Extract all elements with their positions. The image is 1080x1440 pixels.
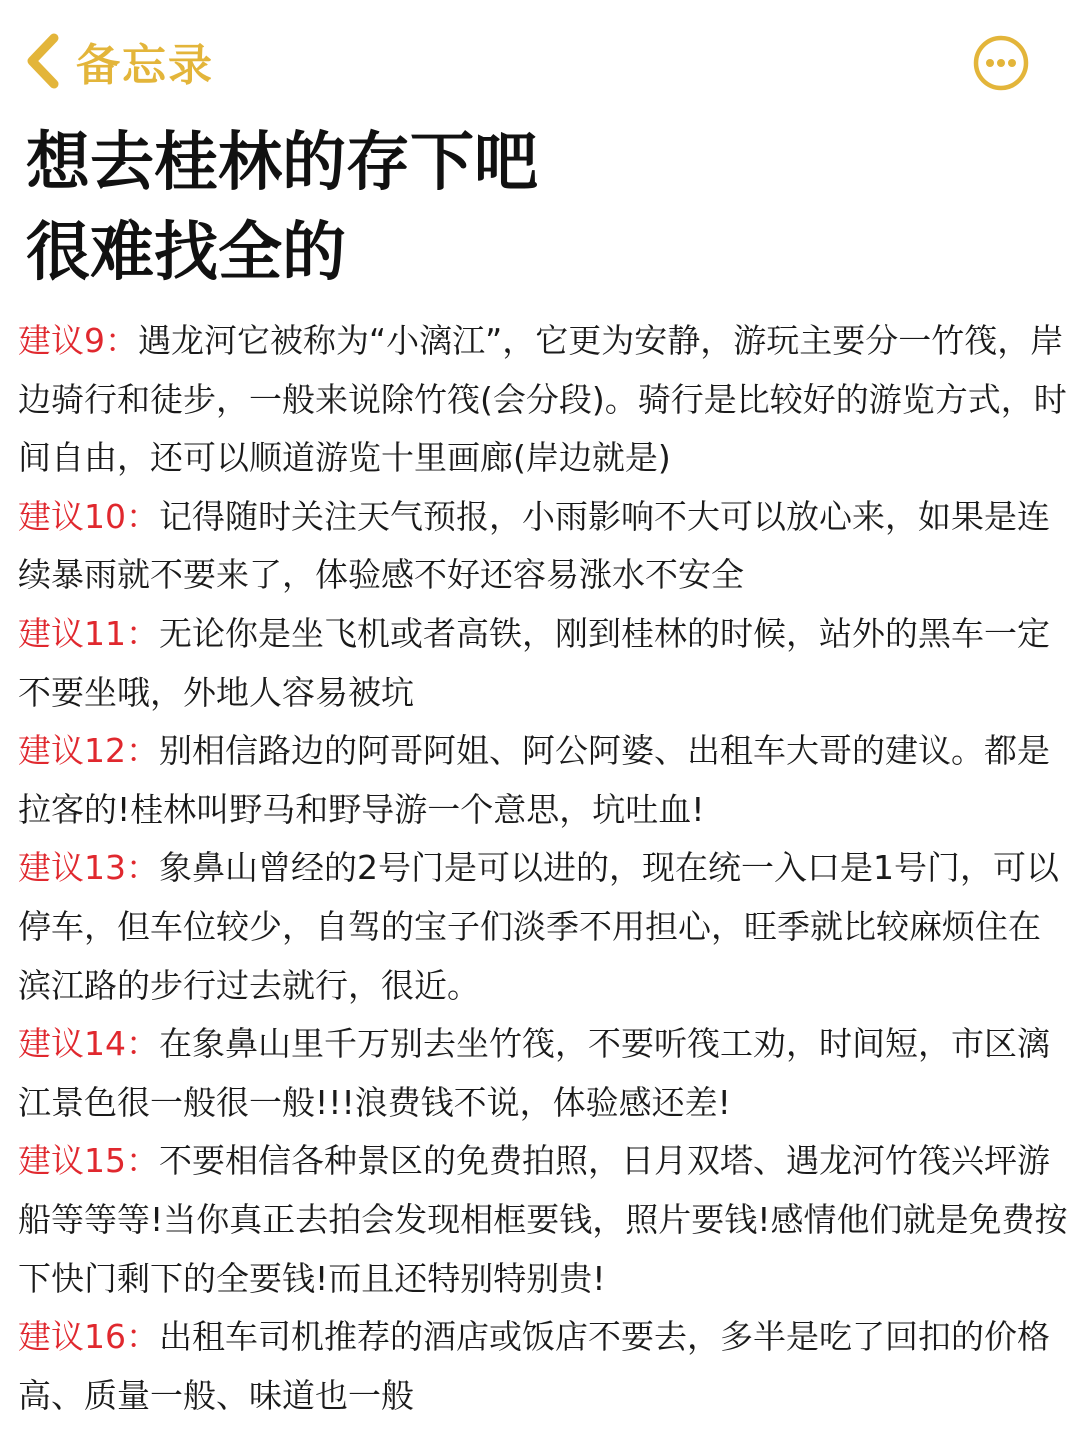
note-title-line-1: 想去桂林的存下吧 xyxy=(26,126,538,200)
note-title xyxy=(26,118,1056,298)
back-button[interactable] xyxy=(22,28,214,94)
tip-9 xyxy=(18,312,1070,488)
tip-text: 不要相信各种景区的免费拍照，日月双塔、遇龙河竹筏兴坪游船等等等!当你真正去拍会发现相框要钱，照片要钱!感情他们就是免费按下快门剩下的全要钱!而且还特别特别贵! xyxy=(18,1141,1068,1298)
tip-text: 象鼻山曾经的2号门是可以进的，现在统一入口是1号门，可以停车，但车位较少，自驾的宝子们淡季不用担心，旺季就比较麻烦住在滨江路的步行过去就行，很近。 xyxy=(18,848,1059,1005)
tip-16 xyxy=(18,1308,1070,1425)
tip-13 xyxy=(18,839,1070,1015)
more-button[interactable] xyxy=(972,34,1030,92)
tip-label: 建议14： xyxy=(18,1024,159,1064)
tip-label: 建议9： xyxy=(18,321,138,360)
more-dots-icon xyxy=(972,34,1030,92)
tip-label: 建议12： xyxy=(18,731,159,771)
tip-label: 建议10： xyxy=(18,496,159,536)
tip-label: 建议15： xyxy=(18,1141,159,1181)
tip-text: 无论你是坐飞机或者高铁，刚到桂林的时候，站外的黑车一定不要坐哦，外地人容易被坑 xyxy=(18,613,1050,712)
tip-text: 别相信路边的阿哥阿姐、阿公阿婆、出租车大哥的建议。都是拉客的!桂林叫野马和野导游一个意思，坑吐血! xyxy=(18,731,1050,829)
tip-text: 出租车司机推荐的酒店或饭店不要去，多半是吃了回扣的价格高、质量一般、味道也一般 xyxy=(18,1317,1050,1415)
top-bar xyxy=(0,0,1080,120)
tip-12 xyxy=(18,722,1070,839)
tip-14 xyxy=(18,1015,1070,1132)
note-title-line-2: 很难找全的 xyxy=(26,216,346,290)
tip-10 xyxy=(18,488,1070,605)
tip-label: 建议13： xyxy=(18,848,159,888)
tips-list xyxy=(18,312,1070,1425)
tip-label: 建议11： xyxy=(18,613,159,653)
tip-11 xyxy=(18,605,1070,722)
tip-text: 遇龙河它被称为“小漓江”，它更为安静，游玩主要分一竹筏，岸边骑行和徒步，一般来说除竹筏(会分段)。骑行是比较好的游览方式，时间自由，还可以顺道游览十里画廊(岸边就是) xyxy=(18,321,1067,478)
tip-text: 在象鼻山里千万别去坐竹筏，不要听筏工劝，时间短，市区漓江景色很一般很一般!!!浪费钱不说，体验感还差! xyxy=(18,1024,1050,1122)
tip-15 xyxy=(18,1132,1070,1308)
chevron-left-icon xyxy=(22,32,62,90)
tip-label: 建议16： xyxy=(18,1317,159,1357)
back-label: 备忘录 xyxy=(76,40,214,91)
tip-text: 记得随时关注天气预报，小雨影响不大可以放心来，如果是连续暴雨就不要来了，体验感不好还容易涨水不安全 xyxy=(18,496,1050,595)
